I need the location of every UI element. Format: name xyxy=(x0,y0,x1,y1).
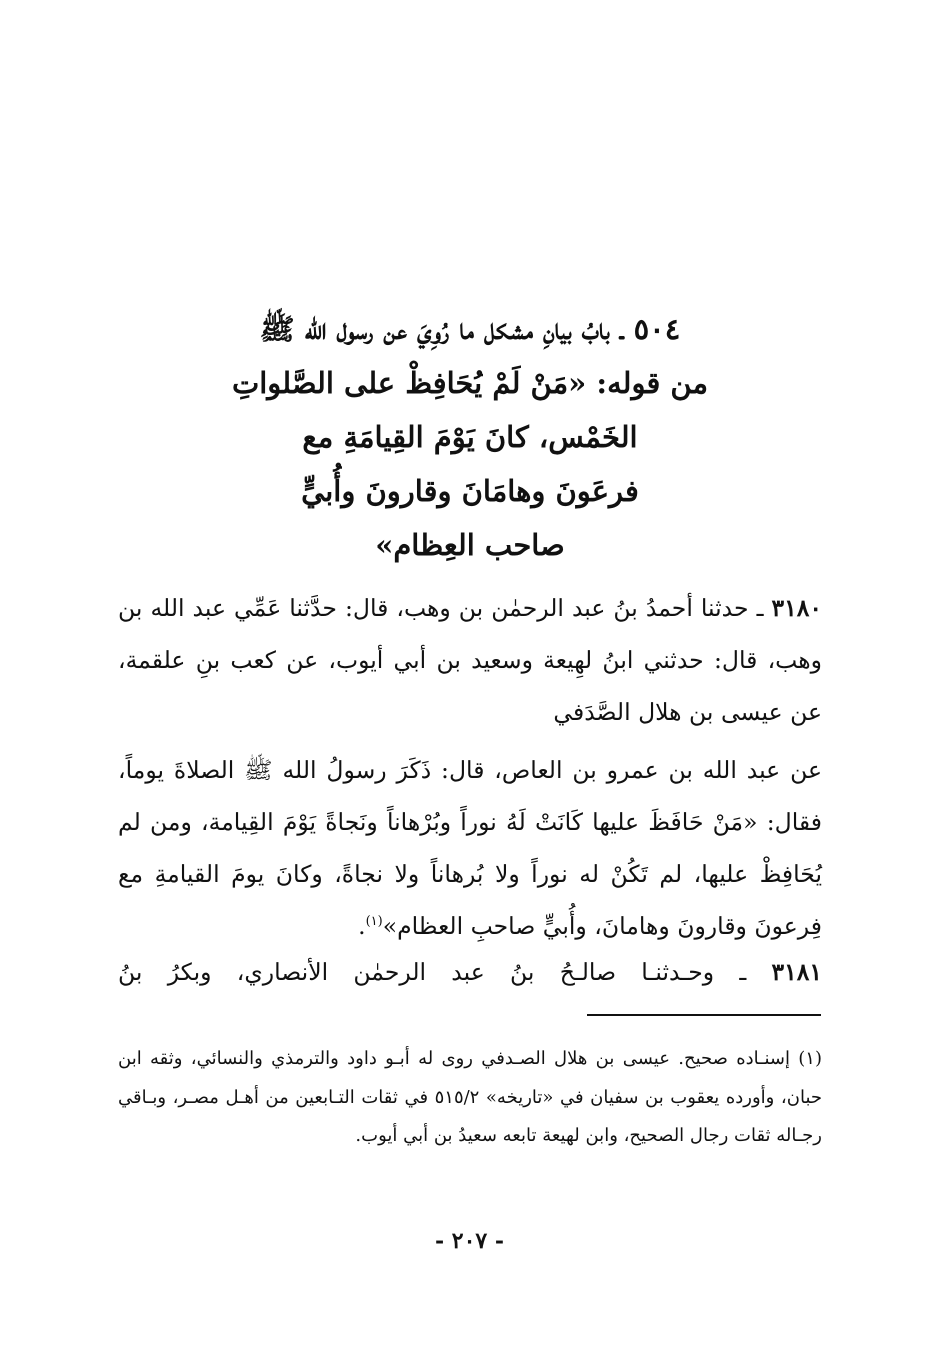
chapter-title-line: الخَمْس، كانَ يَوْمَ القِيامَةِ مع xyxy=(302,420,638,454)
chapter-title-line: ٥٠٤ ـ بابُ بيانِ مشكل ما رُوِيَ عن رسول الله ﷺ xyxy=(259,312,681,346)
hadith-3181-line xyxy=(118,946,822,998)
chapter-title-line: من قوله: «مَنْ لَمْ يُحَافِظْ على الصَّلواتِ xyxy=(231,366,709,400)
hadith-matn-end: . xyxy=(358,912,366,940)
hadith-3181-text: ـ وحـدثنـا صالـحُ بنُ عبد الرحمٰن الأنصاري، وبكرُ بنُ xyxy=(118,958,772,986)
hadith-number: ٣١٨٠ xyxy=(771,594,822,622)
footnote: (١) إسنـاده صحيح. عيسى بن هلال الصـدفي روى له أبـو داود والترمذي والنسائي، وثقه ابن حبان، وأورده يعقوب بن سفيان في «تاريخه» ٥١٥/٢ في ثقات التـابعين من أهـل مصـر، وبـاقي رجـاله ثقات رجال الصحيح، وابن لهيعة تابعه سعيدُ بن أبي أيوب. xyxy=(118,1048,823,1146)
footnote-divider xyxy=(587,1014,821,1016)
page-number: - ٢٠٧ - xyxy=(434,1228,505,1254)
hadith-number: ٣١٨١ xyxy=(771,958,822,986)
chapter-title-line: فرعَونَ وهامَانَ وقارونَ وأُبيٍّ xyxy=(301,474,639,508)
hadith-matn-text: عن عبد الله بن عمرو بن العاص، قال: ذَكَرَ رسولُ الله ﷺ الصلاةَ يوماً، فقال: «مَنْ حَافَظَ عليها كَانَتْ لَهُ نوراً وبُرْهاناً ونَجاةً يَوْمَ القِيامة، ومن لم يُحَافِظْ عليها، لم تَكُنْ له نوراً ولا بُرهاناً ولا نجاةً، وكانَ يومَ القيامةِ مع فِرعونَ وقارونَ وهامانَ، وأُبيٍّ صاحبِ العظام» xyxy=(118,756,822,940)
footnote-reference: (١) xyxy=(365,914,383,930)
chapter-title-line: صاحب العِظام» xyxy=(375,528,565,562)
hadith-3181 xyxy=(118,946,822,998)
hadith-isnad-text: ـ حدثنا أحمدُ بنُ عبد الرحمٰن بن وهب، قال: حدَّثنا عَمِّي عبد الله بن وهب، قال: حدثني ابنُ لهِيعة وسعيد بن أبي أيوب، عن كعب بنِ علقمة، عن عيسى بن هلال الصَّدَفي xyxy=(118,594,822,726)
hadith-3180-matn xyxy=(118,744,822,952)
hadith-3180-isnad xyxy=(118,582,822,738)
chapter-title xyxy=(120,302,820,572)
